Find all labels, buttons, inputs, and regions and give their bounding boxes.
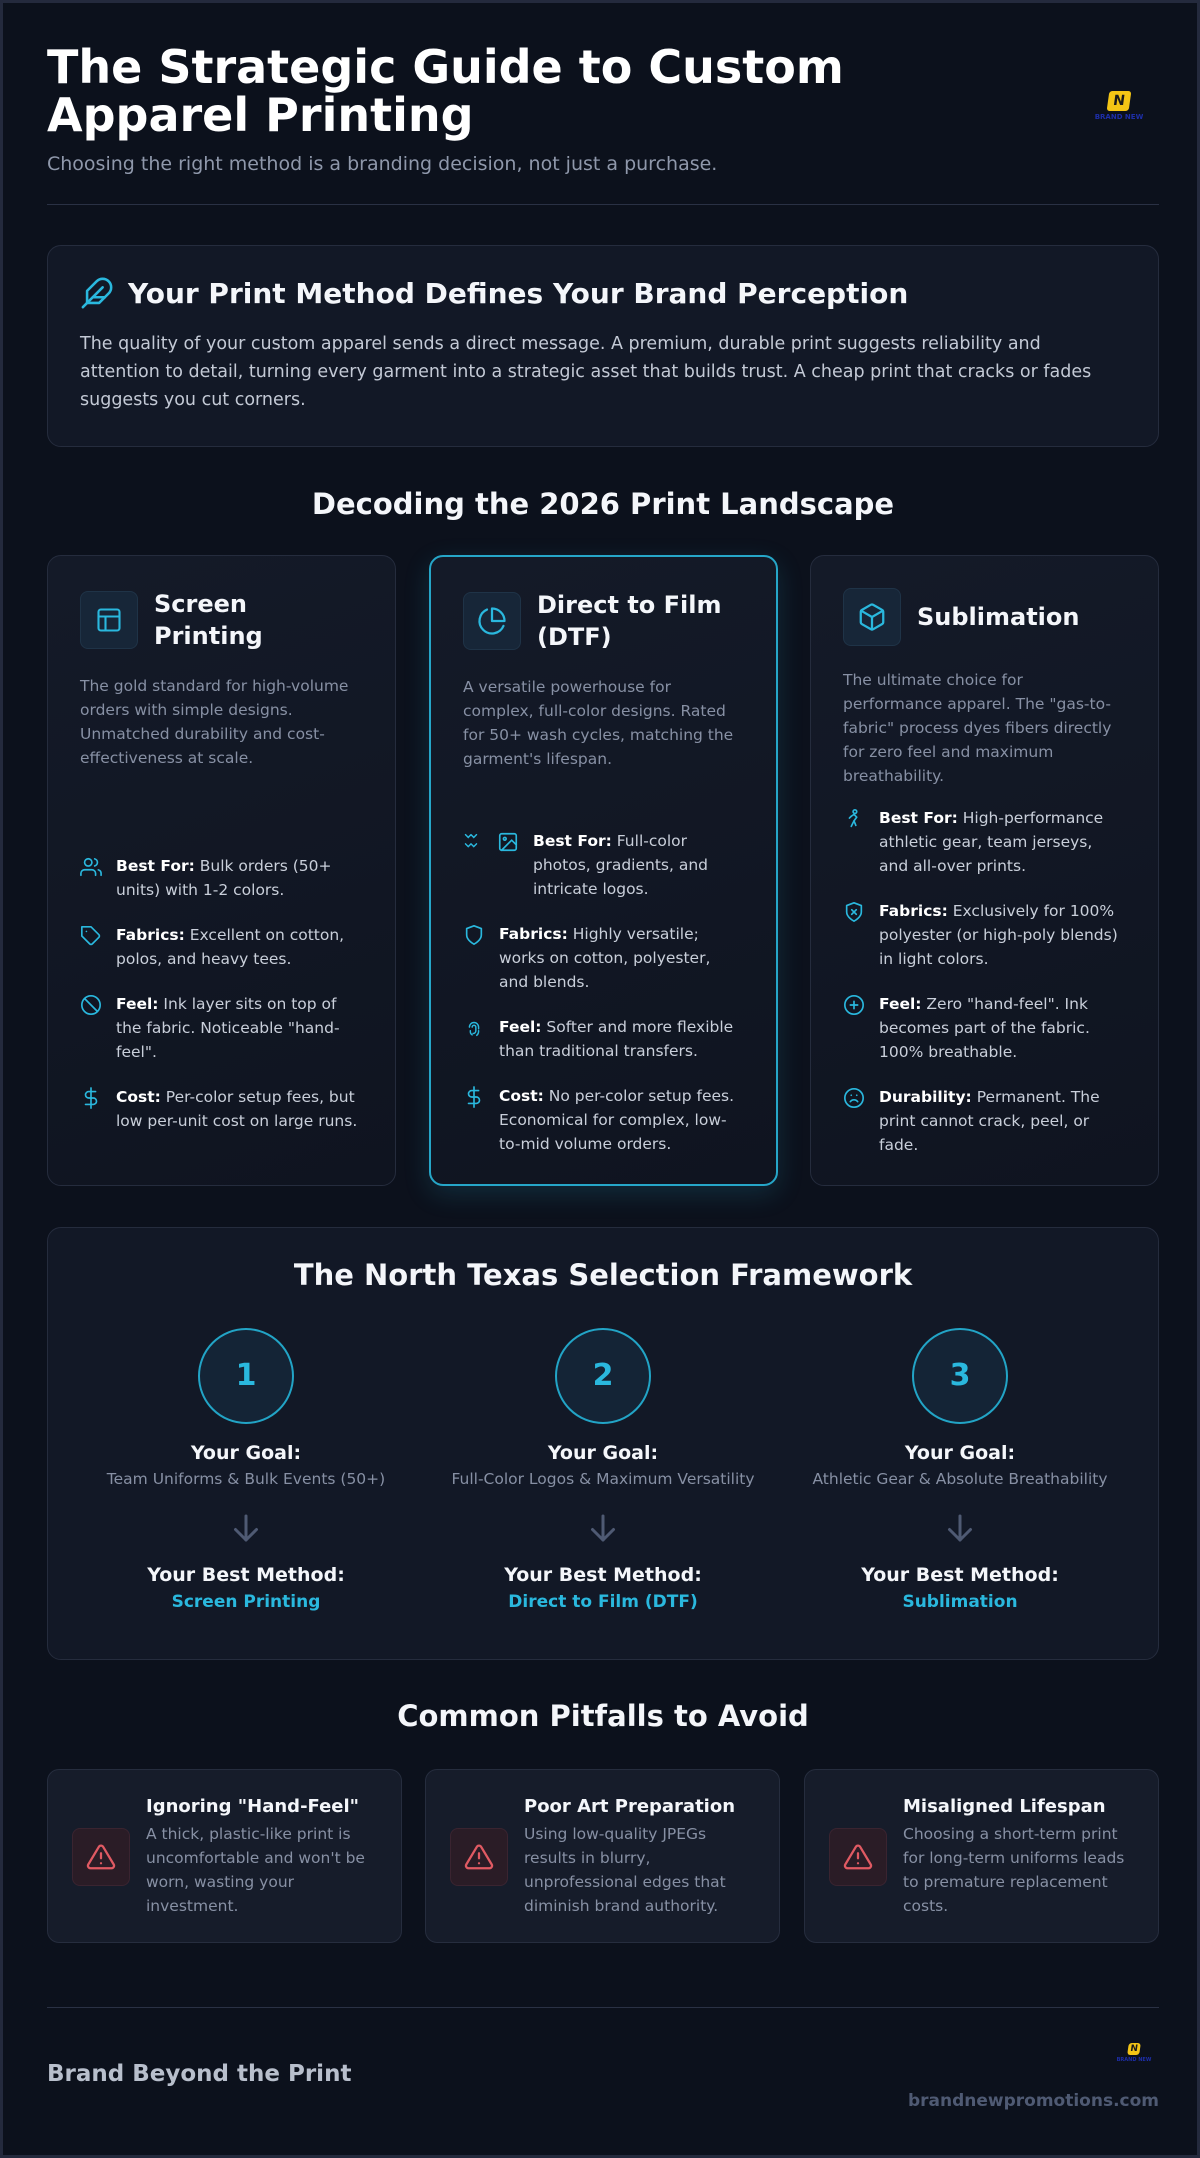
step-goal-label: Your Goal: [190,1442,302,1464]
brand-logo [1079,91,1159,127]
intro-text: The quality of your custom apparel sends a direct message. A premium, durable print suggests reliability and attention to detail, turning every garment into a strategic asset that builds trust. A cheap print that cracks or fades suggests you cut corners. [80,334,1092,410]
feature-text: Exclusively for 100% polyester (or high-poly blends) in light colors. [879,902,1118,968]
logo-text: BRAND NEW [1116,2057,1152,2063]
intro-title: Your Print Method Defines Your Brand Perception [128,276,909,310]
step-number: 1 [198,1328,294,1424]
footer-divider [47,2007,1159,2008]
pitfall-card [425,1769,780,1943]
plus-circle-icon [843,992,867,1064]
pitfalls-title: Common Pitfalls to Avoid [397,1699,809,1733]
intro-card [47,245,1159,447]
pitfall-text: A thick, plastic-like print is uncomfortable and won't be worn, wasting your investment. [146,1825,365,1915]
logo-mark: N [1107,91,1132,111]
page-title: The Strategic Guide to Custom Apparel Printing [47,40,844,142]
step-number: 3 [912,1328,1008,1424]
step-best-label: Your Best Method: [861,1564,1059,1586]
card-desc: The ultimate choice for performance apparel. The "gas-to-fabric" process dyes fibers directly for zero feel and maximum breathability. [843,671,1112,785]
step-goal-label: Your Goal: [904,1442,1016,1464]
arrow-down-icon [942,1510,978,1546]
feature-best-for [843,806,1126,878]
dollar-icon [80,1085,104,1133]
logo-text: BRAND NEW [1094,113,1144,121]
footer-brand: Brand Beyond the Print [47,2061,352,2087]
framework-step-1 [66,1328,426,1612]
shuffle-icon [463,829,485,901]
card-title: Direct to Film (DTF) [537,591,722,651]
dollar-icon [463,1084,487,1156]
feature-text: Bulk orders (50+ units) with 1-2 colors. [116,857,332,899]
feather-icon [80,276,114,310]
step-best-label: Your Best Method: [147,1564,345,1586]
landscape-title: Decoding the 2026 Print Landscape [311,487,895,521]
step-goal: Team Uniforms & Bulk Events (50+) [106,1470,386,1488]
feature-label: Fabrics: [116,926,185,944]
card-title: Sublimation [917,603,1080,631]
shield-x-icon [843,899,867,971]
feature-fabrics [80,923,363,971]
feature-text: Permanent. The print cannot crack, peel, or fade. [879,1088,1100,1154]
pitfall-card [47,1769,402,1943]
feature-text: Zero "hand-feel". Ink becomes part of the fabric. 100% breathable. [879,995,1090,1061]
feature-label: Fabrics: [879,902,948,920]
method-card-sublimation [810,555,1159,1186]
feature-text: High-performance athletic gear, team jerseys, and all-over prints. [879,809,1104,875]
feature-label: Best For: [533,832,612,850]
frown-icon [843,1085,867,1157]
warning-icon [72,1828,130,1886]
feature-label: Feel: [499,1018,542,1036]
pitfall-text: Choosing a short-term print for long-term uniforms leads to premature replacement costs. [903,1825,1125,1915]
feature-text: Per-color setup fees, but low per-unit cost on large runs. [116,1088,358,1130]
fingerprint-icon [463,1015,487,1063]
warning-icon [829,1828,887,1886]
pitfall-card [804,1769,1159,1943]
tag-icon [80,923,104,971]
header [47,3,1159,205]
feature-text: No per-color setup fees. Economical for complex, low-to-mid volume orders. [499,1087,735,1153]
feature-durability [843,1085,1126,1157]
feature-fabrics [463,922,744,994]
pitfall-title: Misaligned Lifespan [903,1796,1106,1817]
feature-cost [80,1085,363,1133]
feature-feel [843,992,1126,1064]
footer-url[interactable]: brandnewpromotions.com [907,2091,1159,2111]
step-best-label: Your Best Method: [504,1564,702,1586]
image-icon [497,829,521,901]
framework-title: The North Texas Selection Framework [293,1258,913,1292]
box-icon [843,588,901,646]
feature-cost [463,1084,744,1156]
users-icon [80,854,104,902]
warning-icon [450,1828,508,1886]
arrow-down-icon [228,1510,264,1546]
feature-text: Excellent on cotton, polos, and heavy tees. [116,926,345,968]
step-best-method: Sublimation [902,1592,1018,1612]
method-card-dtf [429,555,778,1186]
shield-icon [463,922,487,994]
step-goal-label: Your Goal: [547,1442,659,1464]
step-goal: Full-Color Logos & Maximum Versatility [451,1470,755,1488]
method-card-screen-printing [47,555,396,1186]
framework-step-3 [780,1328,1140,1612]
feature-label: Best For: [879,809,958,827]
footer-logo [1109,2043,1159,2063]
feature-text: Full-color photos, gradients, and intricate logos. [533,832,709,898]
runner-icon [843,806,867,878]
arrow-down-icon [585,1510,621,1546]
selection-framework [47,1227,1159,1660]
feature-label: Fabrics: [499,925,568,943]
step-number: 2 [555,1328,651,1424]
card-desc: A versatile powerhouse for complex, full-color designs. Rated for 50+ wash cycles, matching the garment's lifespan. [463,678,734,768]
feature-label: Feel: [879,995,922,1013]
feature-label: Best For: [116,857,195,875]
page-content [47,3,1159,2111]
feature-fabrics [843,899,1126,971]
feature-label: Cost: [499,1087,544,1105]
page-subtitle: Choosing the right method is a branding decision, not just a purchase. [47,153,718,175]
feature-feel [463,1015,744,1063]
pitfall-text: Using low-quality JPEGs results in blurry, unprofessional edges that diminish brand authority. [524,1825,726,1915]
card-desc: The gold standard for high-volume orders with simple designs. Unmatched durability and cost-effectiveness at scale. [80,677,349,767]
layout-icon [80,591,138,649]
feature-best-for [463,829,744,901]
logo-mark: N [1127,2043,1141,2055]
feature-text: Highly versatile; works on cotton, polyester, and blends. [499,925,711,991]
pitfall-title: Poor Art Preparation [524,1796,736,1817]
feature-best-for [80,854,363,902]
feature-label: Durability: [879,1088,972,1106]
card-title: Screen Printing [154,590,263,650]
step-goal: Athletic Gear & Absolute Breathability [812,1470,1108,1488]
pitfall-title: Ignoring "Hand-Feel" [146,1796,360,1817]
step-best-method: Direct to Film (DTF) [508,1592,698,1612]
framework-step-2 [423,1328,783,1612]
step-best-method: Screen Printing [171,1592,321,1612]
pie-chart-icon [463,592,521,650]
feature-feel [80,992,363,1064]
feature-label: Feel: [116,995,159,1013]
feature-label: Cost: [116,1088,161,1106]
feature-text: Softer and more flexible than traditional transfers. [499,1018,734,1060]
ban-icon [80,992,104,1064]
feature-text: Ink layer sits on top of the fabric. Noticeable "hand-feel". [116,995,340,1061]
